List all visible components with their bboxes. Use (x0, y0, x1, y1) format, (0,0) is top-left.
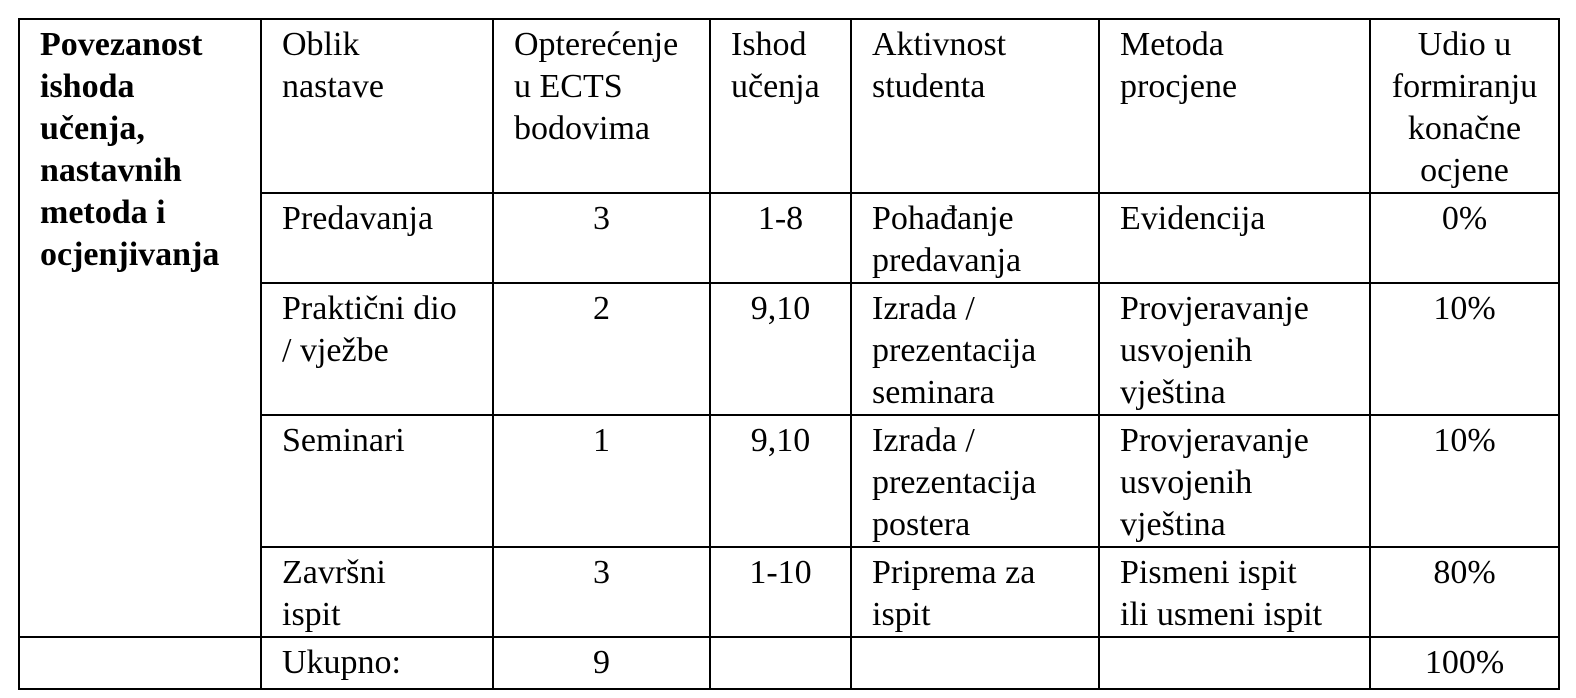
total-ishod (710, 637, 851, 689)
cell-ects: 2 (493, 283, 710, 415)
total-metoda (1099, 637, 1370, 689)
row-header-cell: Povezanost ishoda učenja, nastavnih metoda i ocjenjivanja (19, 19, 261, 637)
cell-metoda: Pismeni ispit ili usmeni ispit (1099, 547, 1370, 637)
cell-ects: 3 (493, 193, 710, 283)
cell-aktivnost: Izrada / prezentacija postera (851, 415, 1099, 547)
total-aktivnost (851, 637, 1099, 689)
cell-metoda: Evidencija (1099, 193, 1370, 283)
cell-udio: 0% (1370, 193, 1559, 283)
total-udio: 100% (1370, 637, 1559, 689)
header-row (19, 19, 1559, 193)
total-ects: 9 (493, 637, 710, 689)
cell-aktivnost: Pohađanje predavanja (851, 193, 1099, 283)
cell-oblik: Predavanja (261, 193, 493, 283)
cell-metoda: Provjeravanje usvojenih vještina (1099, 415, 1370, 547)
cell-oblik: Završni ispit (261, 547, 493, 637)
assessment-table (18, 18, 1560, 690)
column-header-ishod: Ishod učenja (710, 19, 851, 193)
cell-ishod: 9,10 (710, 415, 851, 547)
cell-oblik: Praktični dio / vježbe (261, 283, 493, 415)
column-header-metoda: Metoda procjene (1099, 19, 1370, 193)
cell-ishod: 9,10 (710, 283, 851, 415)
cell-udio: 80% (1370, 547, 1559, 637)
total-label: Ukupno: (261, 637, 493, 689)
column-header-opterecenje: Opterećenje u ECTS bodovima (493, 19, 710, 193)
cell-aktivnost: Priprema za ispit (851, 547, 1099, 637)
cell-oblik: Seminari (261, 415, 493, 547)
cell-ishod: 1-8 (710, 193, 851, 283)
empty-cell (19, 637, 261, 689)
column-header-udio: Udio u formiranju konačne ocjene (1370, 19, 1559, 193)
cell-ishod: 1-10 (710, 547, 851, 637)
column-header-oblik: Oblik nastave (261, 19, 493, 193)
cell-metoda: Provjeravanje usvojenih vještina (1099, 283, 1370, 415)
cell-ects: 3 (493, 547, 710, 637)
total-row (19, 637, 1559, 689)
cell-udio: 10% (1370, 283, 1559, 415)
cell-ects: 1 (493, 415, 710, 547)
cell-aktivnost: Izrada / prezentacija seminara (851, 283, 1099, 415)
column-header-aktivnost: Aktivnost studenta (851, 19, 1099, 193)
cell-udio: 10% (1370, 415, 1559, 547)
